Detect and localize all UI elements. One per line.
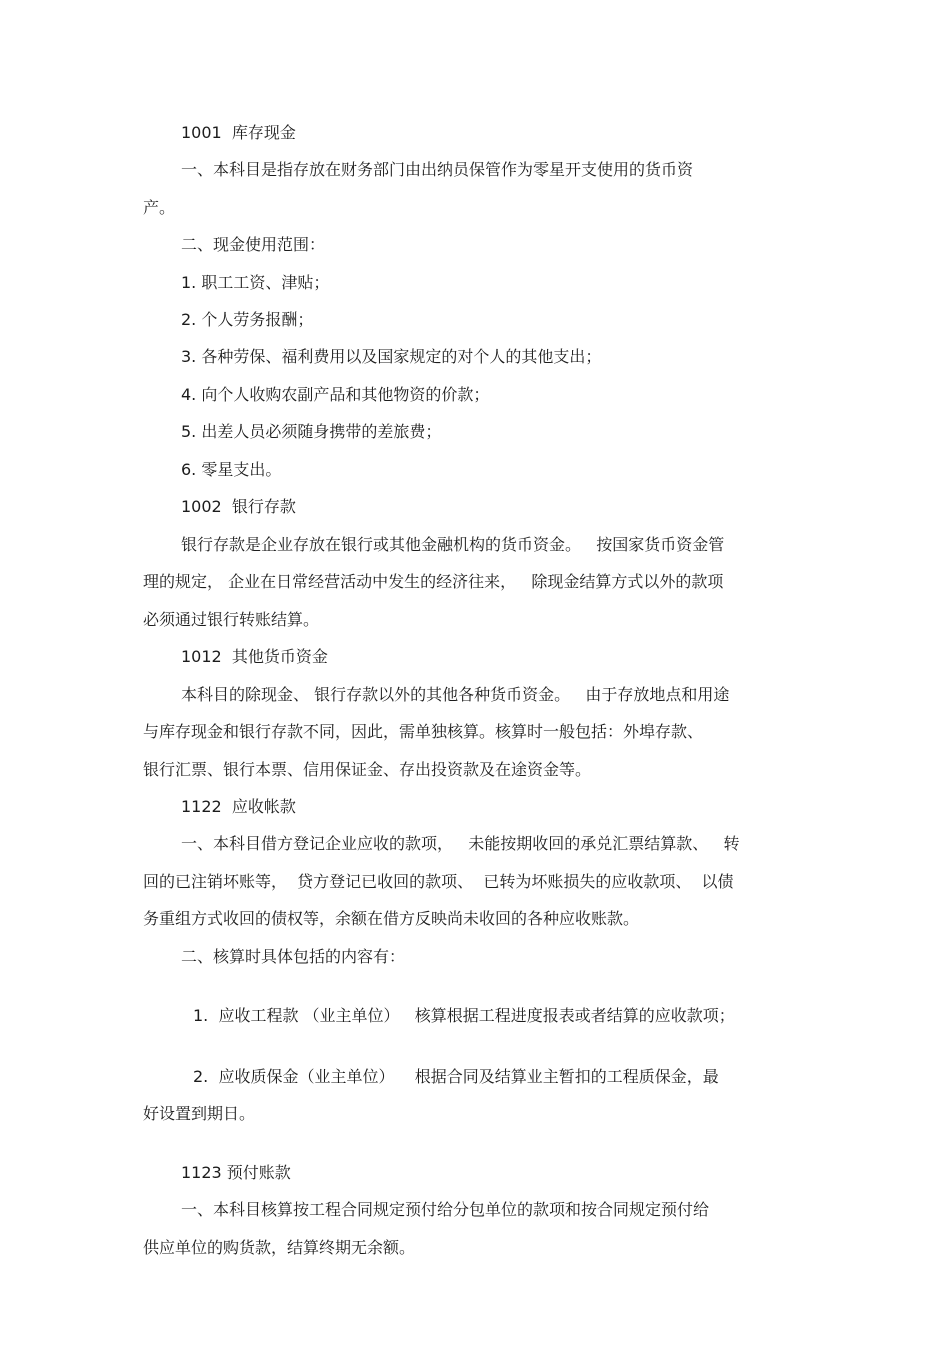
list-item: 2. 个人劳务报酬； [181, 310, 314, 329]
list-item: 4. 向个人收购农副产品和其他物资的价款； [181, 385, 490, 404]
paragraph-line: 二、核算时具体包括的内容有： [181, 947, 406, 966]
list-item: 3. 各种劳保、福利费用以及国家规定的对个人的其他支出； [181, 347, 602, 366]
paragraph-line: 供应单位的购货款，结算终期无余额。 [143, 1238, 416, 1257]
paragraph-line: 一、本科目借方登记企业应收的款项， 未能按期收回的承兑汇票结算款、 转 [181, 834, 740, 853]
paragraph-line: 银行汇票、银行本票、信用保证金、存出投资款及在途资金等。 [143, 760, 592, 779]
list-item: 2. 应收质保金（业主单位） 根据合同及结算业主暂扣的工程质保金，最 [193, 1067, 719, 1086]
paragraph-line: 理的规定， 企业在日常经营活动中发生的经济往来， 除现金结算方式以外的款项 [143, 572, 724, 591]
paragraph-line: 好设置到期日。 [143, 1104, 256, 1123]
paragraph-line: 一、本科目是指存放在财务部门由出纳员保管作为零星开支使用的货币资 [181, 160, 694, 179]
heading-1123: 1123 预付账款 [181, 1163, 291, 1182]
paragraph-line: 与库存现金和银行存款不同，因此，需单独核算。核算时一般包括：外埠存款、 [143, 722, 704, 741]
list-item: 1. 应收工程款 （业主单位） 核算根据工程进度报表或者结算的应收款项； [193, 1006, 735, 1025]
paragraph-line: 产。 [143, 198, 176, 217]
heading-1012: 1012 其他货币资金 [181, 647, 328, 666]
paragraph-line: 银行存款是企业存放在银行或其他金融机构的货币资金。 按国家货币资金管 [181, 535, 725, 554]
paragraph-line: 本科目的除现金、 银行存款以外的其他各种货币资金。 由于存放地点和用途 [181, 685, 730, 704]
list-item: 5. 出差人员必须随身携带的差旅费； [181, 422, 442, 441]
paragraph-line: 一、本科目核算按工程合同规定预付给分包单位的款项和按合同规定预付给 [181, 1200, 710, 1219]
paragraph-line: 必须通过银行转账结算。 [143, 610, 320, 629]
list-item: 1. 职工工资、津贴； [181, 273, 330, 292]
heading-1122: 1122 应收帐款 [181, 797, 296, 816]
heading-1001: 1001 库存现金 [181, 123, 296, 142]
paragraph-line: 二、现金使用范围： [181, 235, 326, 254]
list-item: 6. 零星支出。 [181, 460, 282, 479]
paragraph-line: 回的已注销坏账等， 贷方登记已收回的款项、 已转为坏账损失的应收款项、 以债 [143, 872, 734, 891]
paragraph-line: 务重组方式收回的债权等，余额在借方反映尚未收回的各种应收账款。 [143, 909, 640, 928]
heading-1002: 1002 银行存款 [181, 497, 296, 516]
